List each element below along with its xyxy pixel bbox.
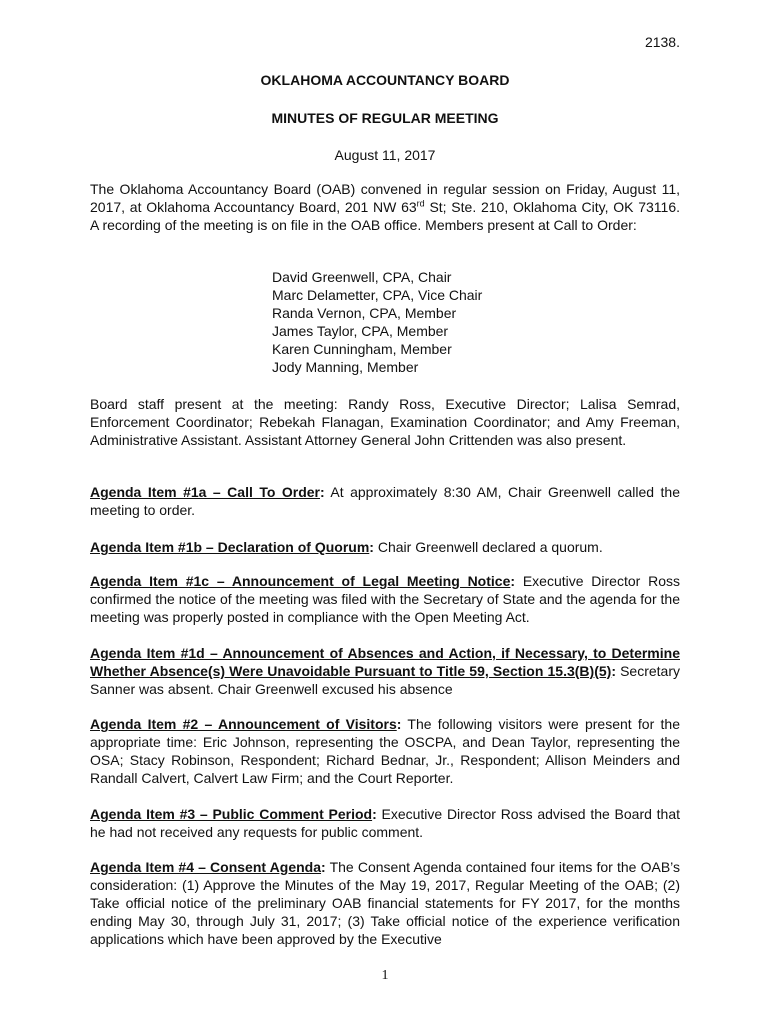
- heading-colon: :: [510, 573, 516, 589]
- heading-colon: :: [369, 539, 374, 555]
- agenda-item-1a: [90, 483, 680, 519]
- agenda-text: Secretary Sanner was absent. Chair Greenwell excused his absence: [90, 663, 680, 697]
- document-number: 2138.: [644, 34, 680, 50]
- agenda-item-4: [90, 858, 680, 948]
- agenda-heading: Agenda Item #1c – Announcement of Legal Meeting Notice: [90, 573, 511, 589]
- heading-colon: :: [611, 663, 616, 679]
- document-title: MINUTES OF REGULAR MEETING: [271, 110, 499, 126]
- organization-title: OKLAHOMA ACCOUNTANCY BOARD: [260, 72, 510, 88]
- agenda-item-2: [90, 715, 680, 787]
- agenda-item-3: [90, 805, 680, 841]
- member-item: Jody Manning, Member: [272, 359, 419, 375]
- agenda-text: Executive Director Ross advised the Board that he had not received any requests for public comment.: [90, 806, 681, 840]
- agenda-heading: Agenda Item #1d – Announcement of Absences and Action, if Necessary, to Determine Whether Absence(s) Were Unavoidable Pursuant to Title 59, Section 15.3(B)(5): [90, 645, 680, 679]
- agenda-item-1b: [90, 538, 680, 556]
- agenda-text: The following visitors were present for the appropriate time: Eric Johnson, representing the OSCPA, and Dean Taylor, representing the OSA; Stacy Robinson, Respondent; Richard Bednar, Jr., Respondent; Allison Meinders and Randall Calvert, Calvert Law Firm; and the Court Reporter.: [90, 716, 680, 786]
- agenda-heading: Agenda Item #1a – Call To Order: [90, 484, 320, 500]
- agenda-heading: Agenda Item #4 – Consent Agenda: [90, 859, 322, 875]
- intro-text-b: St; Ste. 210, Oklahoma City, OK 73116. A recording of the meeting is on file in the OAB office. Members present at Call to Order:: [90, 199, 680, 233]
- agenda-item-1c: [90, 572, 680, 626]
- heading-colon: :: [321, 859, 326, 875]
- heading-colon: :: [396, 716, 402, 732]
- member-item: David Greenwell, CPA, Chair: [272, 269, 452, 285]
- members-list: [272, 268, 482, 376]
- agenda-text: Chair Greenwell declared a quorum.: [373, 539, 603, 555]
- member-item: James Taylor, CPA, Member: [272, 323, 449, 339]
- heading-colon: :: [320, 484, 325, 500]
- member-item: Karen Cunningham, Member: [272, 341, 452, 357]
- agenda-heading: Agenda Item #1b – Declaration of Quorum: [90, 539, 370, 555]
- agenda-item-1d: [90, 644, 680, 698]
- intro-text-a: The Oklahoma Accountancy Board (OAB) convened in regular session on Friday, August 11, 2017, at Oklahoma Accountancy Board, 201 NW 63: [90, 181, 680, 215]
- agenda-heading: Agenda Item #2 – Announcement of Visitors: [90, 716, 397, 732]
- meeting-date: August 11, 2017: [334, 147, 436, 163]
- member-item: Marc Delametter, CPA, Vice Chair: [272, 287, 483, 303]
- intro-paragraph: [90, 180, 680, 234]
- footer-page-number: 1: [381, 968, 389, 983]
- staff-text: Board staff present at the meeting: Randy Ross, Executive Director; Lalisa Semrad, Enforcement Coordinator; Rebekah Flanagan, Examination Coordinator; and Amy Freeman, Administrative Assistant. Assistant Attorney General John Crittenden was also present.: [90, 396, 680, 448]
- agenda-text: At approximately 8:30 AM, Chair Greenwell called the meeting to order.: [90, 484, 680, 518]
- agenda-heading: Agenda Item #3 – Public Comment Period: [90, 806, 373, 822]
- staff-paragraph: [90, 395, 680, 449]
- intro-superscript: rd: [416, 198, 425, 209]
- agenda-text: Executive Director Ross confirmed the notice of the meeting was filed with the Secretary of State and the agenda for the meeting was properly posted in compliance with the Open Meeting Act.: [90, 573, 680, 625]
- member-item: Randa Vernon, CPA, Member: [272, 305, 457, 321]
- heading-colon: :: [372, 806, 377, 822]
- agenda-text: The Consent Agenda contained four items for the OAB’s consideration: (1) Approve the Minutes of the May 19, 2017, Regular Meeting of the OAB; (2) Take official notice of the preliminary OAB financial statements for FY 2017, for the months ending May 30, through July 31, 2017; (3) Take official notice of the experience verification applications which have been approved by the Executive: [90, 859, 681, 947]
